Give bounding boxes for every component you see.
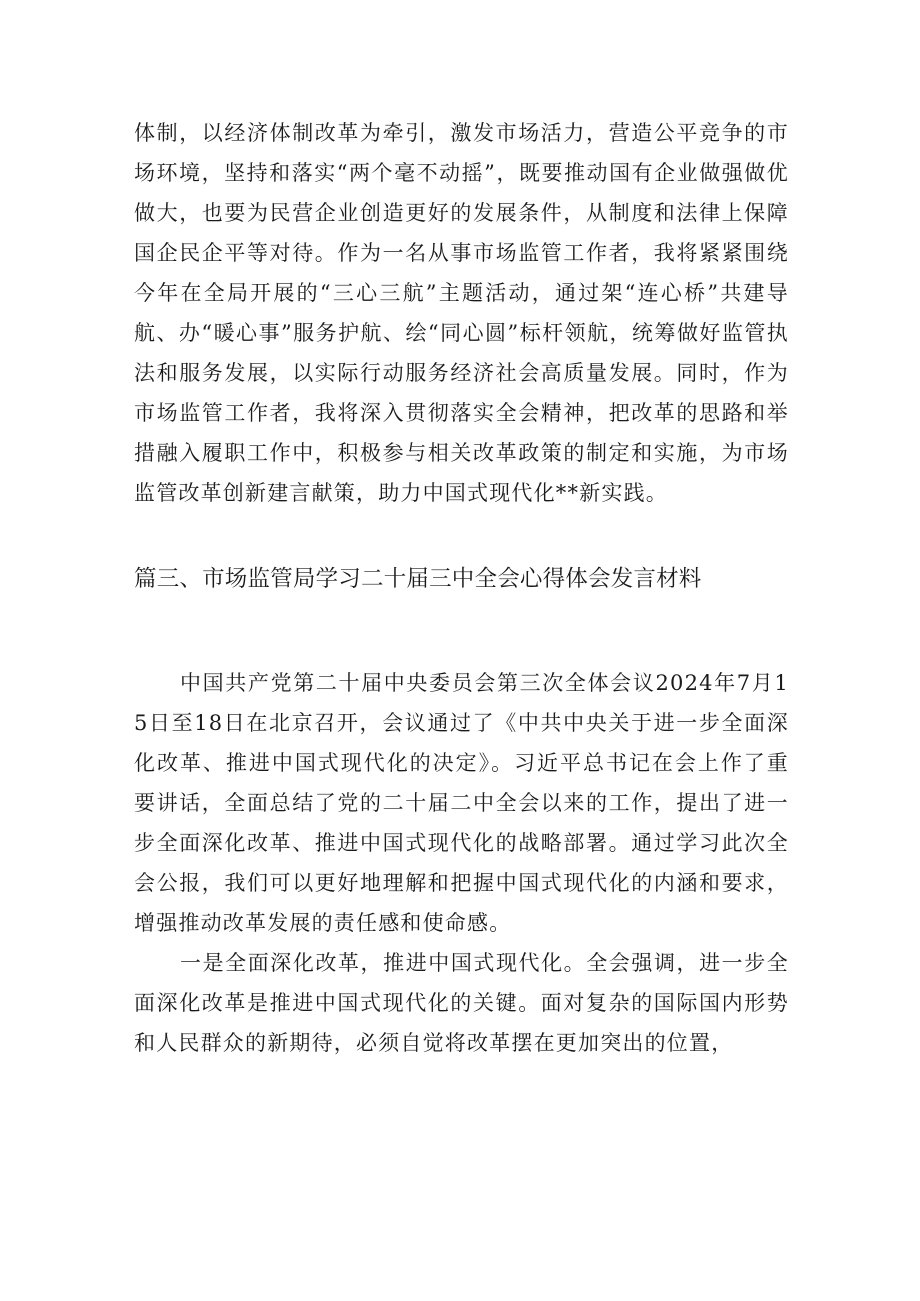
document-body [134, 113, 789, 1063]
spacer [134, 599, 789, 663]
body-paragraph-1: 体制，以经济体制改革为牵引，激发市场活力，营造公平竞争的市场环境，坚持和落实“两个毫不动摇”，既要推动国有企业做强做优做大，也要为民营企业创造更好的发展条件，从制度和法律上保障国企民企平等对待。作为一名从事市场监管工作者，我将紧紧围绕今年在全局开展的“三心三航”主题活动，通过架“连心桥”共建导航、办“暖心事”服务护航、绘“同心圆”标杆领航，统筹做好监管执法和服务发展，以实际行动服务经济社会高质量发展。同时，作为市场监管工作者，我将深入贯彻落实全会精神，把改革的思路和举措融入履职工作中，积极参与相关改革政策的制定和实施，为市场监管改革创新建言献策，助力中国式现代化**新实践。 [134, 121, 789, 505]
section-heading: 篇三、市场监管局学习二十届三中全会心得体会发言材料 [134, 566, 702, 592]
body-paragraph-2: 中国共产党第二十届中央委员会第三次全体会议2024年7月15日至18日在北京召开，会议通过了《中共中央关于进一步全面深化改革、推进中国式现代化的决定》。习近平总书记在会上作了重要讲话，全面总结了党的二十届二中全会以来的工作，提出了进一步全面深化改革、推进中国式现代化的战略部署。通过学习此次全会公报，我们可以更好地理解和把握中国式现代化的内涵和要求，增强推动改革发展的责任感和使命感。 [134, 671, 789, 935]
body-paragraph-3: 一是全面深化改革，推进中国式现代化。全会强调，进一步全面深化改革是推进中国式现代化的关键。面对复杂的国际国内形势和人民群众的新期待，必须自觉将改革摆在更加突出的位置， [134, 951, 789, 1055]
spacer [134, 513, 789, 559]
